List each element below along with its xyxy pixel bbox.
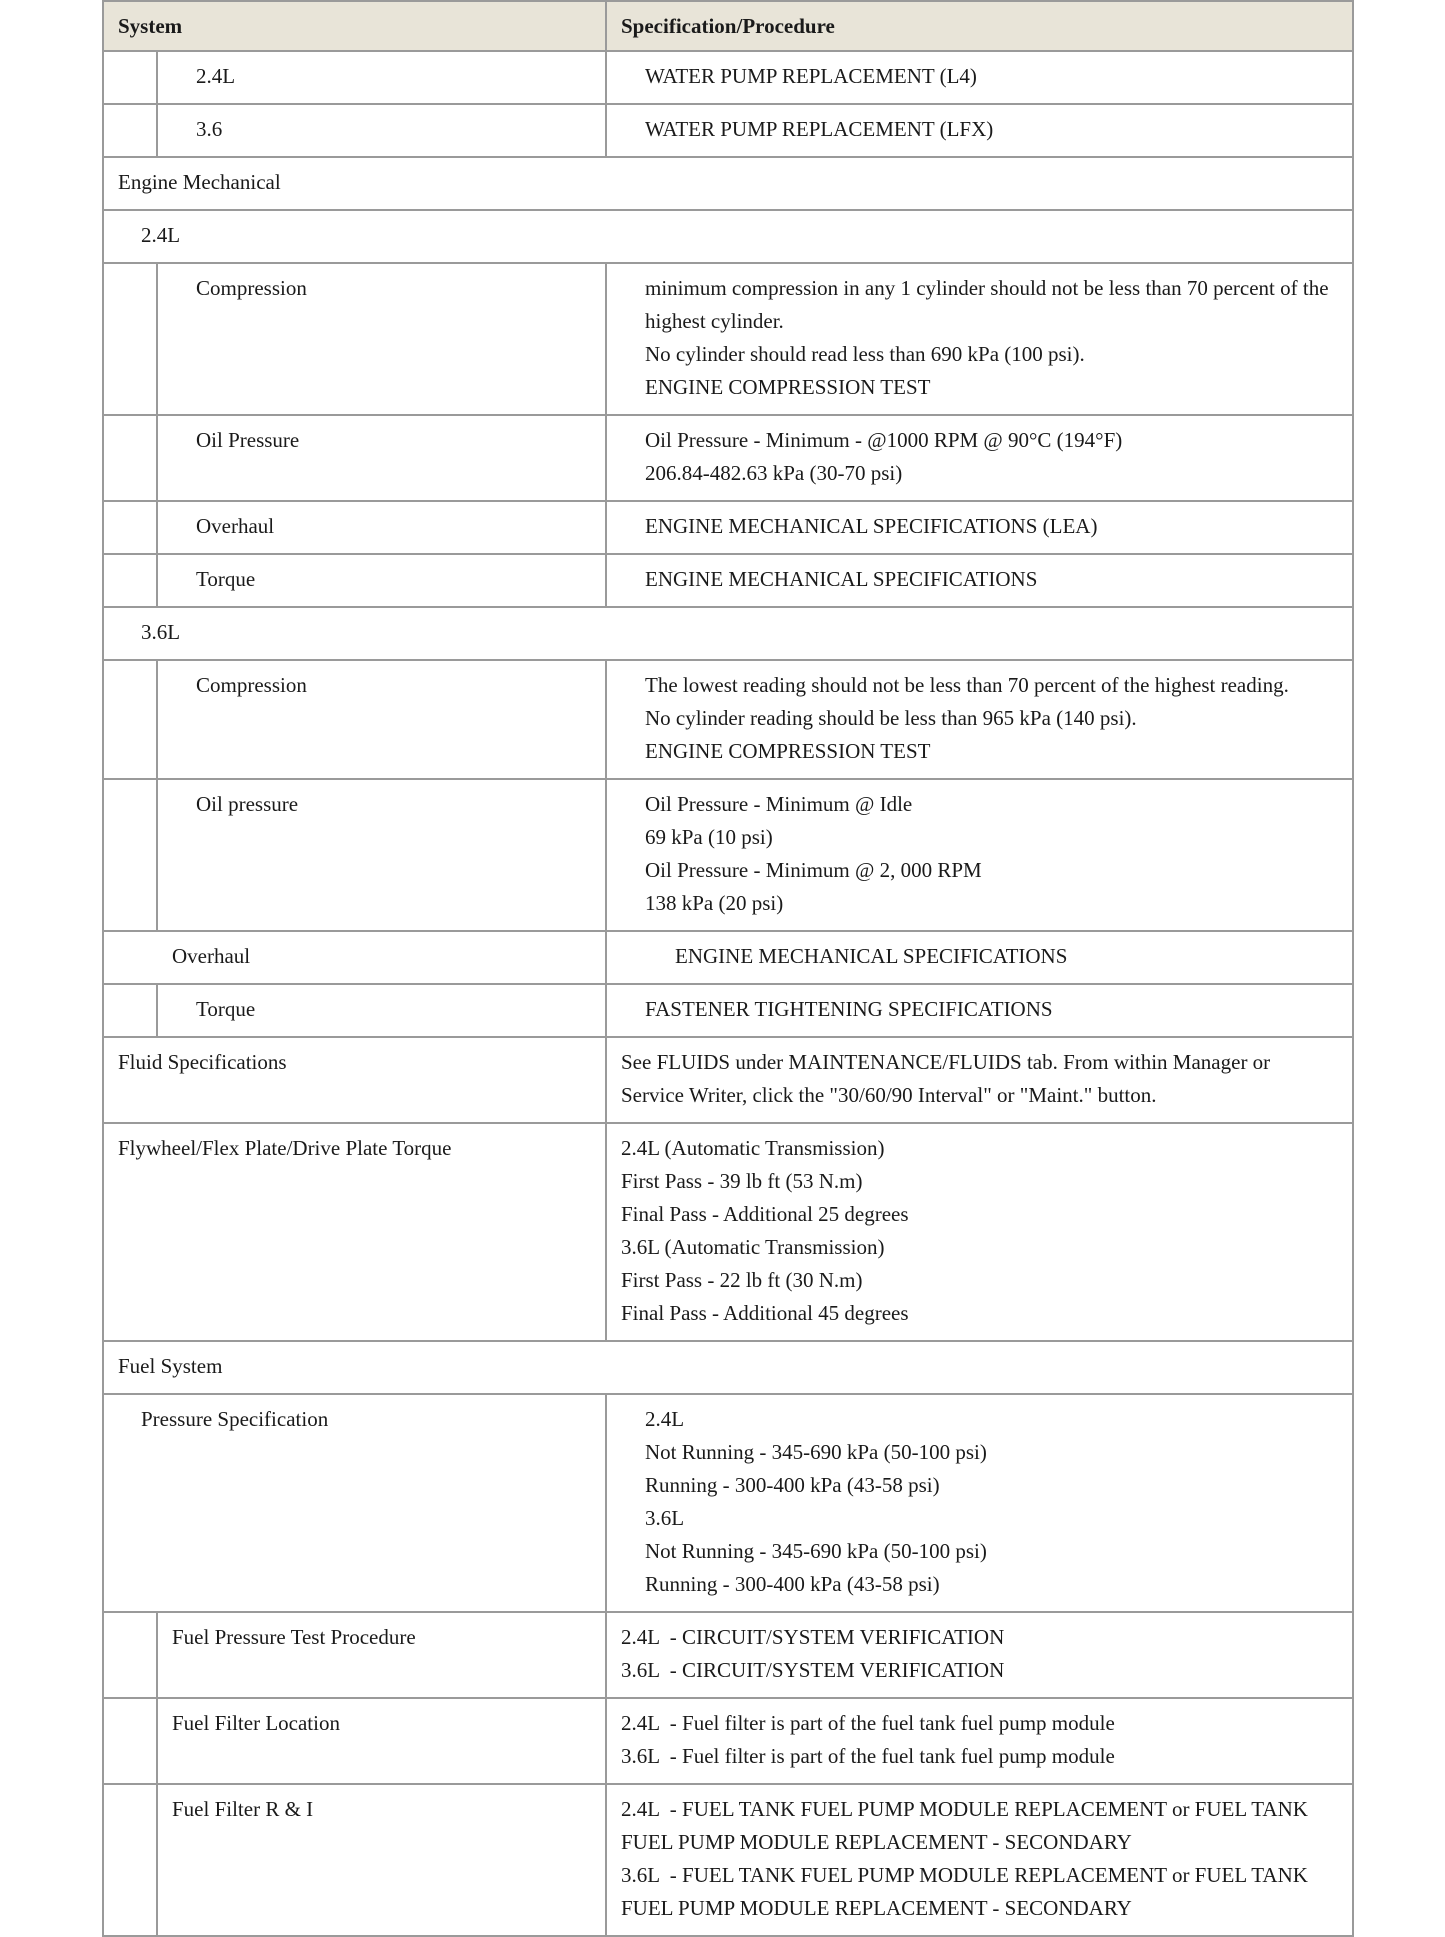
table-row	[103, 931, 1353, 984]
spec-cell	[606, 554, 1353, 607]
system-cell	[103, 263, 606, 415]
table-row	[103, 501, 1353, 554]
spec-line: WATER PUMP REPLACEMENT (L4)	[645, 64, 977, 88]
spec-cell	[606, 984, 1353, 1037]
indent-cell	[104, 105, 158, 156]
system-cell	[103, 1037, 606, 1123]
spec-cell	[606, 501, 1353, 554]
spec-cell	[606, 779, 1353, 931]
table-row	[103, 1394, 1353, 1612]
system-label: Torque	[196, 997, 256, 1021]
spec-line: 2.4L - CIRCUIT/SYSTEM VERIFICATION	[621, 1625, 1005, 1649]
spec-line: 2.4L - Fuel filter is part of the fuel tank fuel pump module	[621, 1711, 1115, 1735]
system-label: Flywheel/Flex Plate/Drive Plate Torque	[118, 1136, 452, 1160]
system-label: Fuel Filter R & I	[172, 1797, 314, 1821]
spec-line: Oil Pressure - Minimum @ 2, 000 RPM	[645, 858, 982, 882]
system-cell	[103, 931, 606, 984]
table-row	[103, 660, 1353, 779]
spec-line: First Pass - 39 lb ft (53 N.m)	[621, 1169, 863, 1193]
spec-line: Oil Pressure - Minimum - @1000 RPM @ 90°C (194°F)	[645, 428, 1123, 452]
section-heading: Fuel System	[103, 1341, 1353, 1394]
spec-line: 3.6L	[645, 1506, 685, 1530]
system-cell	[103, 660, 606, 779]
system-label: Fluid Specifications	[118, 1050, 287, 1074]
system-label: Overhaul	[172, 944, 251, 968]
table-row	[103, 210, 1353, 263]
spec-line: minimum compression in any 1 cylinder should not be less than 70 percent of the highest cylinder.	[645, 276, 1334, 333]
spec-line: ENGINE MECHANICAL SPECIFICATIONS	[645, 567, 1038, 591]
spec-line: 3.6L - CIRCUIT/SYSTEM VERIFICATION	[621, 1658, 1005, 1682]
spec-column-header: Specification/Procedure	[606, 1, 1353, 51]
spec-line: 2.4L (Automatic Transmission)	[621, 1136, 885, 1160]
system-cell	[103, 1394, 606, 1612]
system-cell	[103, 554, 606, 607]
system-cell	[103, 1612, 606, 1698]
system-label: Fuel Pressure Test Procedure	[172, 1625, 416, 1649]
spec-line: ENGINE COMPRESSION TEST	[645, 375, 931, 399]
spec-line: Not Running - 345-690 kPa (50-100 psi)	[645, 1539, 987, 1563]
spec-line: Final Pass - Additional 45 degrees	[621, 1301, 909, 1325]
system-cell	[103, 501, 606, 554]
spec-line: 3.6L (Automatic Transmission)	[621, 1235, 885, 1259]
spec-cell	[606, 931, 1353, 984]
system-cell	[103, 1698, 606, 1784]
system-label: Oil Pressure	[196, 428, 300, 452]
table-row	[103, 1341, 1353, 1394]
spec-cell	[606, 1394, 1353, 1612]
indent-cell	[104, 1785, 158, 1935]
table-row	[103, 554, 1353, 607]
spec-line: Not Running - 345-690 kPa (50-100 psi)	[645, 1440, 987, 1464]
spec-line: WATER PUMP REPLACEMENT (LFX)	[645, 117, 994, 141]
system-cell	[103, 51, 606, 104]
indent-cell	[104, 661, 158, 778]
spec-line: FASTENER TIGHTENING SPECIFICATIONS	[645, 997, 1053, 1021]
table-row	[103, 1123, 1353, 1341]
spec-line: 2.4L	[645, 1407, 685, 1431]
table-row	[103, 1612, 1353, 1698]
spec-cell	[606, 660, 1353, 779]
spec-line: Running - 300-400 kPa (43-58 psi)	[645, 1572, 940, 1596]
indent-cell	[104, 985, 158, 1036]
spec-line: No cylinder should read less than 690 kPa (100 psi).	[645, 342, 1085, 366]
spec-line: Final Pass - Additional 25 degrees	[621, 1202, 909, 1226]
table-row	[103, 415, 1353, 501]
table-row	[103, 1037, 1353, 1123]
spec-line: 3.6L - Fuel filter is part of the fuel tank fuel pump module	[621, 1744, 1115, 1768]
system-cell	[103, 779, 606, 931]
spec-line: Oil Pressure - Minimum @ Idle	[645, 792, 913, 816]
system-cell	[103, 1784, 606, 1936]
system-cell	[103, 104, 606, 157]
system-cell	[103, 1123, 606, 1341]
specification-table	[102, 0, 1354, 1937]
spec-line: ENGINE MECHANICAL SPECIFICATIONS (LEA)	[645, 514, 1098, 538]
table-header-row	[103, 1, 1353, 51]
spec-cell	[606, 1784, 1353, 1936]
system-column-header: System	[103, 1, 606, 51]
spec-line: Running - 300-400 kPa (43-58 psi)	[645, 1473, 940, 1497]
section-heading: 3.6L	[103, 607, 1353, 660]
table-row	[103, 779, 1353, 931]
spec-line: The lowest reading should not be less than 70 percent of the highest reading.	[645, 673, 1289, 697]
spec-cell	[606, 51, 1353, 104]
table-row	[103, 1784, 1353, 1936]
table-body	[103, 51, 1353, 1936]
indent-cell	[104, 555, 158, 606]
section-heading: 2.4L	[103, 210, 1353, 263]
indent-cell	[104, 502, 158, 553]
spec-cell	[606, 104, 1353, 157]
spec-cell	[606, 263, 1353, 415]
system-label: Compression	[196, 276, 307, 300]
section-heading: Engine Mechanical	[103, 157, 1353, 210]
system-label: 2.4L	[196, 64, 236, 88]
spec-cell	[606, 1037, 1353, 1123]
spec-cell	[606, 1698, 1353, 1784]
table-row	[103, 263, 1353, 415]
system-label: Fuel Filter Location	[172, 1711, 340, 1735]
spec-line: 138 kPa (20 psi)	[645, 891, 784, 915]
spec-line: See FLUIDS under MAINTENANCE/FLUIDS tab. From within Manager or Service Writer, click the "30/60/90 Interval" or "Maint." button.	[621, 1050, 1276, 1107]
spec-cell	[606, 1612, 1353, 1698]
table-row	[103, 984, 1353, 1037]
spec-line: 2.4L - FUEL TANK FUEL PUMP MODULE REPLACEMENT or FUEL TANK FUEL PUMP MODULE REPLACEMENT - SECONDARY	[621, 1797, 1314, 1854]
table-row	[103, 1698, 1353, 1784]
table-row	[103, 607, 1353, 660]
indent-cell	[104, 264, 158, 414]
spec-cell	[606, 1123, 1353, 1341]
spec-line: First Pass - 22 lb ft (30 N.m)	[621, 1268, 863, 1292]
indent-cell	[104, 1613, 158, 1697]
spec-cell	[606, 415, 1353, 501]
spec-line: ENGINE COMPRESSION TEST	[645, 739, 931, 763]
spec-line: No cylinder reading should be less than 965 kPa (140 psi).	[645, 706, 1137, 730]
system-label: Pressure Specification	[141, 1407, 329, 1431]
table-row	[103, 157, 1353, 210]
system-label: Oil pressure	[196, 792, 299, 816]
indent-cell	[104, 1699, 158, 1783]
indent-cell	[104, 52, 158, 103]
indent-cell	[104, 780, 158, 930]
system-label: 3.6	[196, 117, 223, 141]
spec-line: ENGINE MECHANICAL SPECIFICATIONS	[675, 944, 1068, 968]
spec-line: 206.84-482.63 kPa (30-70 psi)	[645, 461, 903, 485]
system-cell	[103, 984, 606, 1037]
system-label: Compression	[196, 673, 307, 697]
system-label: Torque	[196, 567, 256, 591]
table-row	[103, 104, 1353, 157]
spec-line: 69 kPa (10 psi)	[645, 825, 773, 849]
spec-line: 3.6L - FUEL TANK FUEL PUMP MODULE REPLACEMENT or FUEL TANK FUEL PUMP MODULE REPLACEMENT - SECONDARY	[621, 1863, 1314, 1920]
system-label: Overhaul	[196, 514, 275, 538]
system-cell	[103, 415, 606, 501]
indent-cell	[104, 416, 158, 500]
table-row	[103, 51, 1353, 104]
